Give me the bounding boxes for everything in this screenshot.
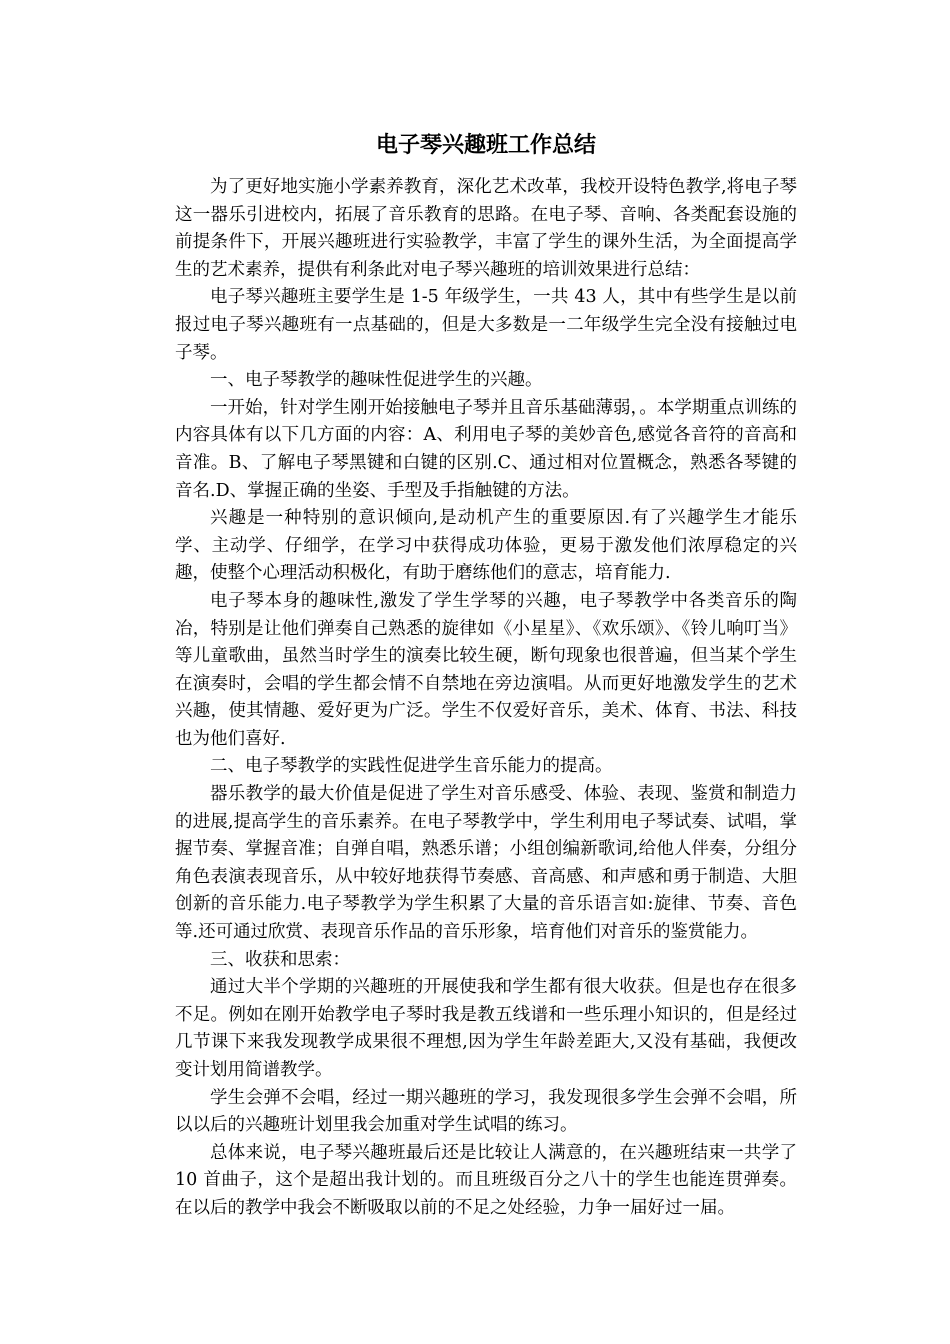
paragraph-students: 电子琴兴趣班主要学生是 1-5 年级学生，一共 43 人，其中有些学生是以前报过电子琴兴趣班有一点基础的，但是大多数是一二年级学生完全没有接触过电子琴。 xyxy=(175,287,797,363)
section-heading-1: 一、电子琴教学的趣味性促进学生的兴趣。 xyxy=(210,370,543,391)
document-title: 电子琴兴趣班工作总结 xyxy=(375,133,596,158)
paragraph-reflection: 通过大半个学期的兴趣班的开展使我和学生都有很大收获。但是也存在很多不足。例如在刚开始教学电子琴时我是教五线谱和一些乐理小知识的，但是经过几节课下来我发现教学成果很不理想,因为学生年龄差距大,又没有基础，我便改变计划用简谱教学。 xyxy=(175,977,797,1080)
paragraph-practice: 器乐教学的最大价值是促进了学生对音乐感受、体验、表现、鉴赏和制造力的进展,提高学生的音乐素养。在电子琴教学中，学生利用电子琴试奏、试唱，掌握节奏、掌握音准；自弹自唱，熟悉乐谱；小组创编新歌词,给他人伴奏，分组分角色表演表现音乐，从中较好地获得节奏感、音高感、和声感和勇于制造、大胆创新的音乐能力.电子琴教学为学生积累了大量的音乐语言如:旋律、节奏、音色等.还可通过欣赏、表现音乐作品的音乐形象，培育他们对音乐的鉴赏能力。 xyxy=(175,784,797,943)
section-heading-3: 三、收获和思索： xyxy=(210,949,350,970)
paragraph-singing: 学生会弹不会唱，经过一期兴趣班的学习，我发现很多学生会弹不会唱，所以以后的兴趣班计划里我会加重对学生试唱的练习。 xyxy=(175,1087,797,1136)
paragraph-fun: 电子琴本身的趣味性,激发了学生学琴的兴趣，电子琴教学中各类音乐的陶冶，特别是让他们弹奏自己熟悉的旋律如《小星星》、《欢乐颂》、《铃儿响叮当》等儿童歌曲，虽然当时学生的演奏比较生硬，断句现象也很普遍，但当某个学生在演奏时，会唱的学生都会情不自禁地在旁边演唱。从而更好地激发学生的艺术兴趣，使其情趣、爱好更为广泛。学生不仅爱好音乐，美术、体育、书法、科技也为他们喜好. xyxy=(175,590,797,749)
paragraph-interest: 兴趣是一种特别的意识倾向,是动机产生的重要原因.有了兴趣学生才能乐学、主动学、仔细学，在学习中获得成功体验，更易于激发他们浓厚稳定的兴趣，使整个心理活动积极化，有助于磨练他们的意志，培育能力. xyxy=(175,508,797,584)
section-heading-2: 二、电子琴教学的实践性促进学生音乐能力的提高。 xyxy=(210,756,613,777)
document-body xyxy=(175,174,797,1223)
paragraph-conclusion: 总体来说，电子琴兴趣班最后还是比较让人满意的，在兴趣班结束一共学了 10 首曲子，这个是超出我计划的。而且班级百分之八十的学生也能连贯弹奏。在以后的教学中我会不断吸取以前的不足之处经验，力争一届好过一届。 xyxy=(175,1142,797,1218)
paragraph-intro: 为了更好地实施小学素养教育，深化艺术改革，我校开设特色教学,将电子琴这一器乐引进校内，拓展了音乐教育的思路。在电子琴、音响、各类配套设施的前提条件下，开展兴趣班进行实验教学，丰富了学生的课外生活，为全面提高学生的艺术素养，提供有利条此对电子琴兴趣班的培训效果进行总结： xyxy=(175,177,797,280)
paragraph-training: 一开始，针对学生刚开始接触电子琴并且音乐基础薄弱，。本学期重点训练的内容具体有以下几方面的内容：A、利用电子琴的美妙音色,感觉各音符的音高和音准。B、了解电子琴黑键和白键的区别.C、通过相对位置概念，熟悉各琴键的音名.D、掌握正确的坐姿、手型及手指触键的方法。 xyxy=(175,397,797,501)
document-page xyxy=(175,128,797,1223)
